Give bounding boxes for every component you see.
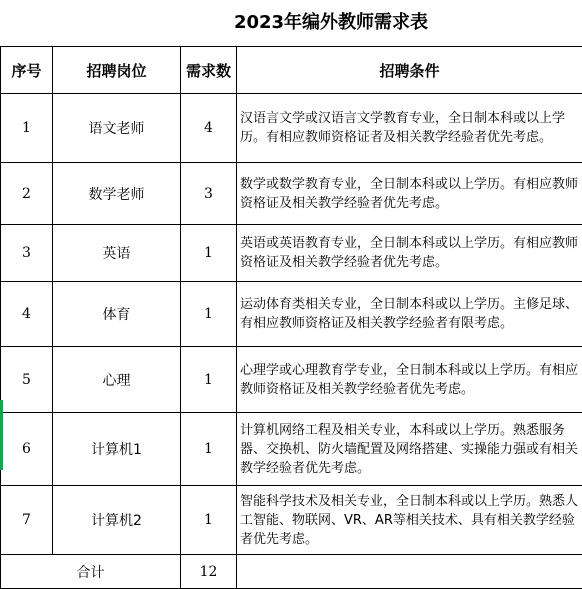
table-row — [1, 486, 582, 555]
header-conditions: 招聘条件 — [237, 47, 582, 94]
header-row — [1, 47, 582, 94]
header-index: 序号 — [1, 47, 53, 94]
row-index: 3 — [1, 225, 53, 282]
row-conditions: 运动体育类相关专业，全日制本科或以上学历。主修足球、有相应教师资格证及相关教学经验者有限考虑。 — [237, 282, 582, 347]
row-conditions: 英语或英语教育专业，全日制本科或以上学历。有相应教师资格证及相关教学经验者优先考虑。 — [237, 225, 582, 282]
row-position: 心理 — [53, 347, 181, 413]
row-count: 1 — [181, 347, 237, 413]
row-count: 3 — [181, 163, 237, 225]
row-index: 5 — [1, 347, 53, 413]
row-count: 1 — [181, 282, 237, 347]
row-position: 计算机1 — [53, 413, 181, 486]
row-index: 7 — [1, 486, 53, 555]
row-position: 计算机2 — [53, 486, 181, 555]
table-row — [1, 163, 582, 225]
selection-accent-bar — [0, 400, 3, 470]
row-conditions: 计算机网络工程及相关专业，本科或以上学历。熟悉服务器、交换机、防火墙配置及网络搭建、实操能力强或有相关教学经验者优先考虑。 — [237, 413, 582, 486]
total-label: 合计 — [1, 555, 181, 589]
row-index: 1 — [1, 94, 53, 163]
row-position: 体育 — [53, 282, 181, 347]
row-count: 1 — [181, 225, 237, 282]
demand-table — [0, 46, 582, 589]
table-row — [1, 413, 582, 486]
row-count: 1 — [181, 413, 237, 486]
total-count: 12 — [181, 555, 237, 589]
table-title: 2023年编外教师需求表 — [234, 12, 428, 33]
table-row — [1, 282, 582, 347]
row-position: 数学老师 — [53, 163, 181, 225]
header-position: 招聘岗位 — [53, 47, 181, 94]
row-position: 英语 — [53, 225, 181, 282]
row-conditions: 汉语言文学或汉语言文学教育专业，全日制本科或以上学历。有相应教师资格证者及相关教学经验者优先考虑。 — [237, 94, 582, 163]
row-conditions: 数学或数学教育专业，全日制本科或以上学历。有相应教师资格证及相关教学经验者优先考虑。 — [237, 163, 582, 225]
row-position: 语文老师 — [53, 94, 181, 163]
row-index: 6 — [1, 413, 53, 486]
header-count: 需求数 — [181, 47, 237, 94]
row-index: 4 — [1, 282, 53, 347]
page-title — [0, 0, 582, 46]
row-count: 4 — [181, 94, 237, 163]
table-row — [1, 347, 582, 413]
table-row — [1, 225, 582, 282]
row-conditions: 智能科学技术及相关专业，全日制本科或以上学历。熟悉人工智能、物联网、VR、AR等相关技术、具有相关教学经验者优先考虑。 — [237, 486, 582, 555]
row-conditions: 心理学或心理教育学专业，全日制本科或以上学历。有相应教师资格证及相关教学经验者优先考虑。 — [237, 347, 582, 413]
total-row — [1, 555, 582, 589]
total-conditions-blank — [237, 555, 582, 589]
table-row — [1, 94, 582, 163]
row-index: 2 — [1, 163, 53, 225]
row-count: 1 — [181, 486, 237, 555]
